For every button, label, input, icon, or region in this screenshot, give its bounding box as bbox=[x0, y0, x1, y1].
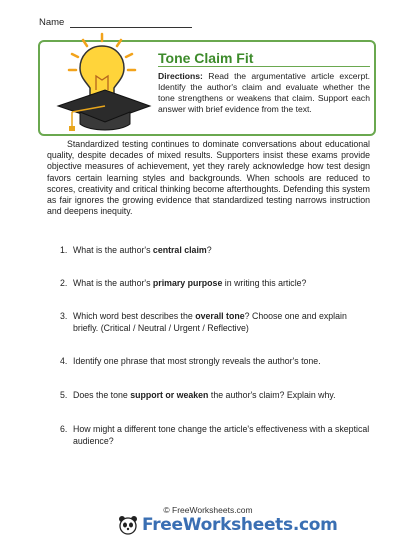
title-divider bbox=[158, 66, 370, 67]
name-field-row bbox=[39, 17, 192, 28]
question-number: 1. bbox=[60, 245, 68, 255]
question-number: 3. bbox=[60, 311, 68, 321]
question-2: 2. What is the author's primary purpose in writing this article? bbox=[60, 278, 307, 288]
footer-copyright-link[interactable]: © FreeWorksheets.com bbox=[163, 505, 253, 515]
name-label: Name bbox=[39, 17, 65, 28]
name-write-line[interactable] bbox=[70, 18, 192, 28]
question-number: 5. bbox=[60, 390, 68, 400]
question-3: 3. Which word best describes the overall tone? Choose one and explain briefly. (Critical / Neutral / Urgent / Reflective) bbox=[60, 311, 347, 333]
directions-text: Read the argumentative article excerpt. Identify the author's claim and evaluate whether the tone strengthens or weakens that claim. Support each answer with brief evidence from the text. bbox=[158, 71, 371, 114]
directions-block bbox=[158, 71, 370, 115]
panda-icon bbox=[118, 515, 138, 535]
question-5: 5. Does the tone support or weaken the author's claim? Explain why. bbox=[60, 390, 336, 400]
lightbulb-grad-cap-icon bbox=[50, 32, 155, 132]
question-6: 6. How might a different tone change the article's effectiveness with a skeptical audience? bbox=[60, 424, 370, 446]
directions-label: Directions: bbox=[158, 71, 203, 81]
logo-wordmark: FreeWorksheets.com bbox=[142, 515, 338, 535]
question-1: 1. What is the author's central claim? bbox=[60, 245, 212, 255]
question-number: 2. bbox=[60, 278, 68, 288]
worksheet-title: Tone Claim Fit bbox=[158, 50, 254, 66]
site-logo[interactable] bbox=[118, 514, 338, 536]
question-4: 4. Identify one phrase that most strongly reveals the author's tone. bbox=[60, 356, 321, 366]
question-number: 6. bbox=[60, 424, 68, 434]
article-passage: Standardized testing continues to dominate conversations about educational quality, despite decades of mixed results. Supporters insist these exams provide objective measures of achievement, yet they rarely acknowledge how test design favors certain learning styles and backgrounds. When schools are reduced to scores, creativity and critical thinking become afterthoughts. Defending this system as fair ignores the growing evidence that standardized testing narrows instruction and deepens inequity. bbox=[47, 139, 370, 217]
question-number: 4. bbox=[60, 356, 68, 366]
